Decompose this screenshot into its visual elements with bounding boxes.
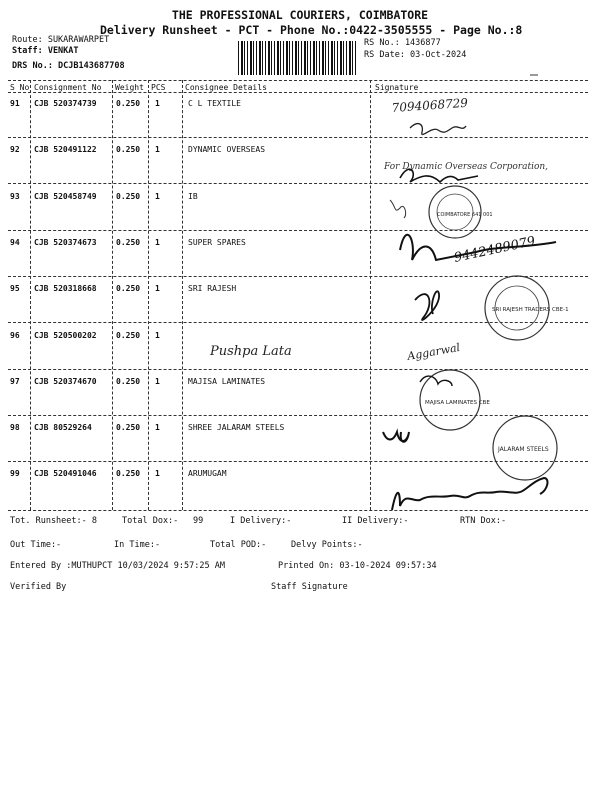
row-weight: 0.250 <box>116 376 141 386</box>
row-sno: 95 <box>10 284 20 294</box>
total-pod: Total POD:- <box>210 540 267 550</box>
handwritten-name-96: Pushpa Lata <box>210 344 292 359</box>
total-dox-value: 99 <box>193 516 204 526</box>
row-consignment: CJB 520374739 <box>34 99 97 108</box>
staff-label: Staff: VENKAT <box>12 46 79 56</box>
row-pcs: 1 <box>155 191 160 201</box>
row-consignee: C L TEXTILE <box>188 99 241 108</box>
row-consignee: DYNAMIC OVERSEAS <box>188 145 266 155</box>
handwritten-phone-91: 7094068729 <box>391 95 469 115</box>
row-sno: 92 <box>10 145 20 155</box>
signature-99 <box>392 478 547 510</box>
row-pcs: 1 <box>155 145 160 155</box>
stamp-98-text: JALARAM STEELS <box>498 446 549 453</box>
row-sno: 96 <box>10 330 20 340</box>
row-weight: 0.250 <box>116 145 141 155</box>
delvy-points: Delvy Points:- <box>291 540 363 550</box>
row-pcs: 1 <box>155 237 160 247</box>
entered-by: Entered By :MUTHUPCT 10/03/2024 9:57:25 AM <box>10 561 225 571</box>
col-header-pcs: PCS <box>151 83 166 92</box>
staff-signature: Staff Signature <box>271 582 348 592</box>
row-pcs: 1 <box>155 99 160 108</box>
row-pcs: 1 <box>155 469 160 479</box>
row-sno: 94 <box>10 237 20 247</box>
row-consignee: ARUMUGAM <box>188 469 227 479</box>
total-dox-label: Total Dox:- <box>122 516 179 526</box>
rs-date: RS Date: 03-Oct-2024 <box>364 50 467 60</box>
row-sno: 98 <box>10 423 20 433</box>
in-time: In Time:- <box>114 540 161 550</box>
out-time: Out Time:- <box>10 540 62 550</box>
rs-number: RS No.: 1436877 <box>364 38 441 48</box>
page-title: THE PROFESSIONAL COURIERS, COIMBATORE <box>171 8 429 22</box>
row-consignment: CJB 520491046 <box>34 469 97 479</box>
row-consignment: CJB 520374670 <box>34 376 97 386</box>
row-pcs: 1 <box>155 376 160 386</box>
handwritten-name-97: Aggarwal <box>406 340 462 363</box>
row-sno: 99 <box>10 469 20 479</box>
row-consignee: SRI RAJESH <box>188 284 237 294</box>
route-label: Route: SUKARAWARPET <box>12 35 110 45</box>
row-consignee: SUPER SPARES <box>188 237 246 247</box>
row-consignment: CJB 520374673 <box>34 237 97 247</box>
printed-on: Printed On: 03-10-2024 09:57:34 <box>278 561 437 571</box>
signature-98 <box>383 432 409 442</box>
row-consignee: IB <box>188 191 198 201</box>
runsheet-subtitle: Delivery Runsheet - PCT - Phone No.:0422-3505555 - Page No.:8 <box>100 23 523 37</box>
row-weight: 0.250 <box>116 469 141 479</box>
row-weight: 0.250 <box>116 423 141 433</box>
row-sno: 91 <box>10 99 20 108</box>
col-header-sno: S No <box>10 83 30 92</box>
col-header-weight: Weight <box>115 83 144 92</box>
handwritten-note-92: For Dynamic Overseas Corporation, <box>384 162 549 172</box>
row-consignment: CJB 80529264 <box>34 423 92 433</box>
row-pcs: 1 <box>155 423 160 433</box>
tot-runsheet: Tot. Runsheet:- 8 <box>10 516 97 526</box>
row-consignment: CJB 520318668 <box>34 284 97 294</box>
stamp-97-text: MAJISA LAMINATES CBE <box>425 400 490 406</box>
col-header-signature: Signature <box>375 83 419 92</box>
row-weight: 0.250 <box>116 284 141 294</box>
stamp-95-text: SRI RAJESH TRADERS CBE-1 <box>492 307 569 313</box>
table-bottom-rule <box>8 510 588 511</box>
row-sno: 93 <box>10 191 20 201</box>
i-delivery: I Delivery:- <box>230 516 292 526</box>
row-weight: 0.250 <box>116 99 141 108</box>
col-header-consignee: Consignee Details <box>185 83 267 92</box>
col-header-consignment: Consignment No <box>34 83 102 92</box>
row-pcs: 1 <box>155 284 160 294</box>
rtn-dox: RTN Dox:- <box>460 516 507 526</box>
row-consignment: CJB 520500202 <box>34 330 97 340</box>
row-weight: 0.250 <box>116 191 141 201</box>
stamp-93-text: COIMBATORE 641 001 <box>437 212 493 218</box>
row-consignment: CJB 520491122 <box>34 145 97 155</box>
row-consignee: SHREE JALARAM STEELS <box>188 423 285 433</box>
scribble-93 <box>390 200 406 218</box>
row-consignee: MAJISA LAMINATES <box>188 376 266 386</box>
ii-delivery: II Delivery:- <box>342 516 409 526</box>
handwritten-phone-94: 9442489079 <box>452 234 537 266</box>
row-weight: 0.250 <box>116 237 141 247</box>
verified-by: Verified By <box>10 582 67 592</box>
signature-95 <box>415 291 439 320</box>
signature-91 <box>410 124 466 135</box>
row-consignment: CJB 520458749 <box>34 191 97 201</box>
row-weight: 0.250 <box>116 330 141 340</box>
drs-number: DRS No.: DCJB143687708 <box>12 61 125 71</box>
row-pcs: 1 <box>155 330 160 340</box>
row-sno: 97 <box>10 376 20 386</box>
